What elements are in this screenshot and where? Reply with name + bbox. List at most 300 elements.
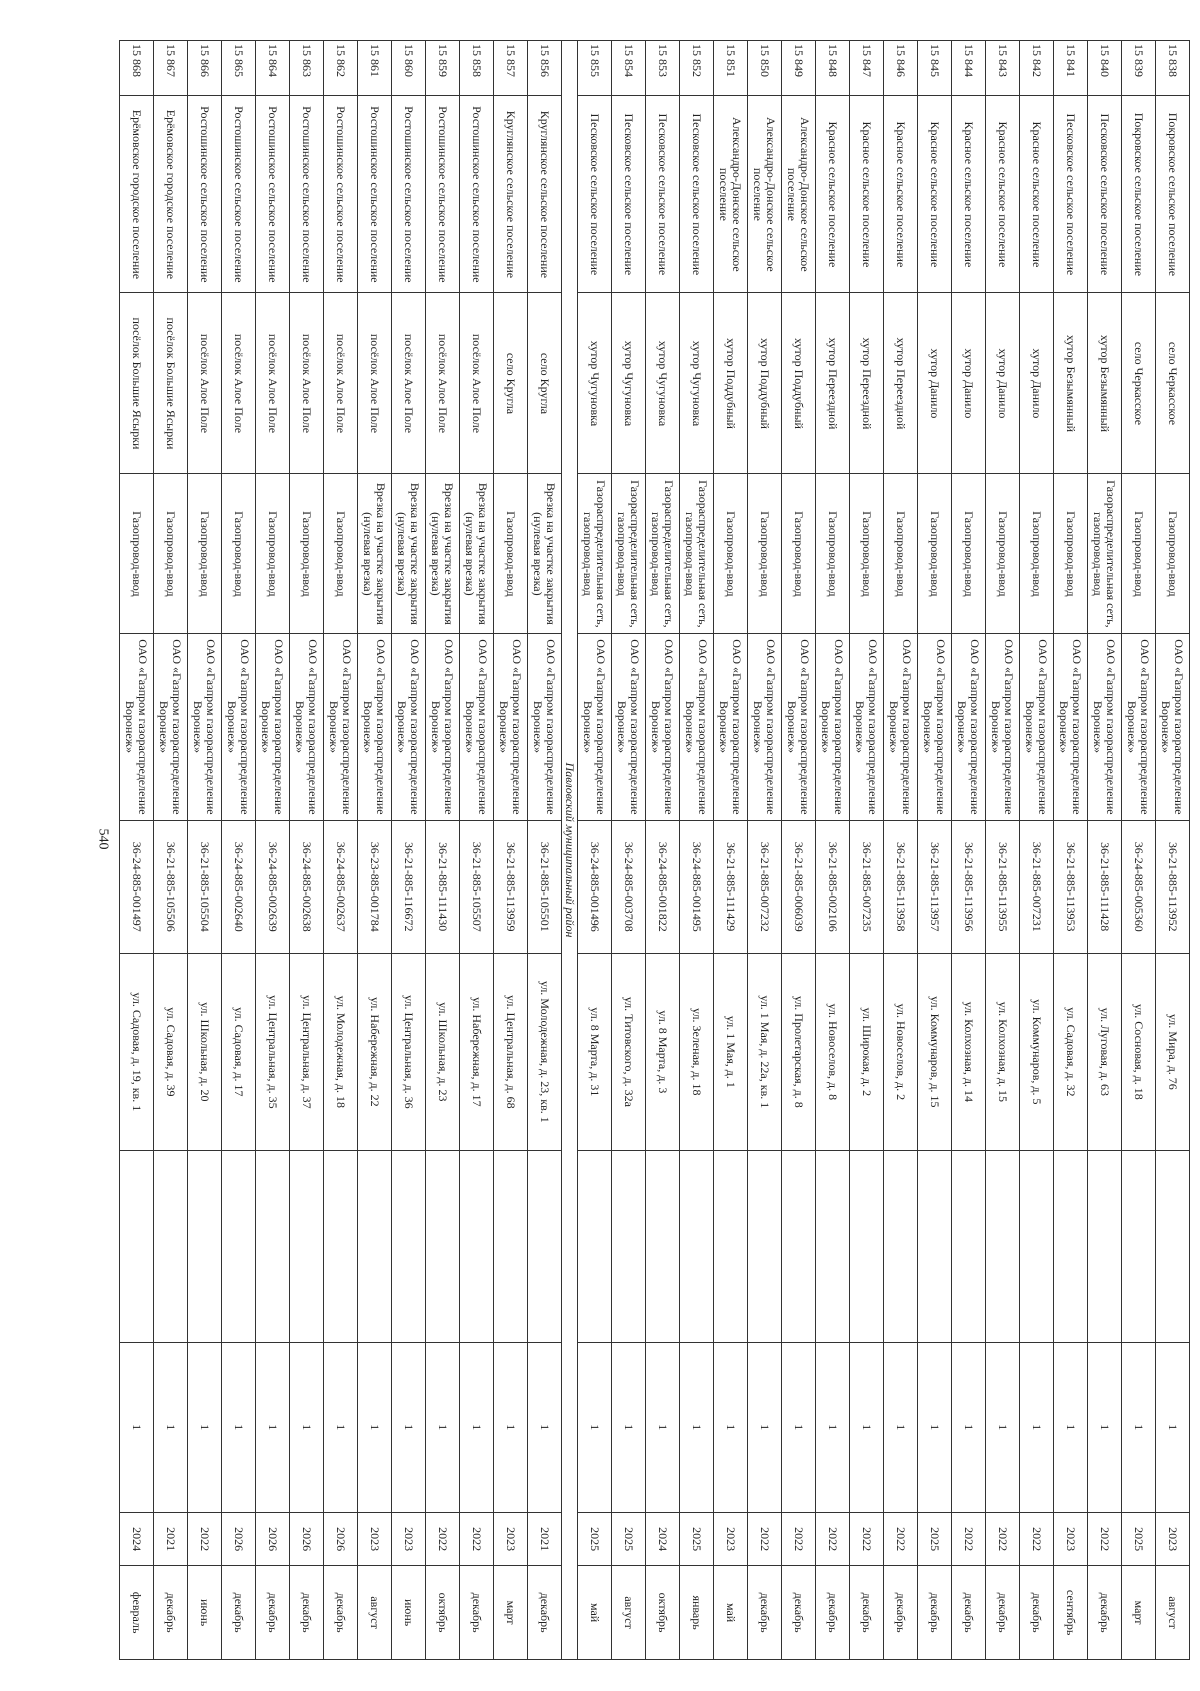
cell-quantity: 1 — [918, 1342, 952, 1512]
cell-settlement-name: Ростошинское сельское поселение — [426, 96, 460, 293]
cell-object-code: 36-21-885-002106 — [816, 820, 850, 953]
table-row — [494, 41, 528, 1660]
cell-row-number: 15 838 — [1156, 41, 1190, 96]
cell-object-type: Газопровод-ввод — [120, 474, 154, 634]
cell-year: 2024 — [120, 1512, 154, 1565]
cell-settlement-name: Песковское сельское поселение — [1054, 96, 1088, 293]
cell-object-code: 36-24-885-005360 — [1122, 820, 1156, 953]
cell-organization: ОАО «Газпром газораспределение Воронеж» — [120, 634, 154, 820]
cell-settlement-name: Круглянское сельское поселение — [494, 96, 528, 293]
cell-locality-name: село Черкасское — [1122, 293, 1156, 474]
cell-object-code: 36-24-885-002637 — [324, 820, 358, 953]
cell-object-type: Газораспределительная сеть, газопровод-ввод — [578, 474, 612, 634]
cell-organization: ОАО «Газпром газораспределение Воронеж» — [680, 634, 714, 820]
cell-year: 2023 — [392, 1512, 426, 1565]
cell-year: 2021 — [528, 1512, 562, 1565]
cell-quantity: 1 — [324, 1342, 358, 1512]
cell-address: ул. Молодежная, д. 23, кв. 1 — [528, 953, 562, 1150]
cell-address: ул. 1 Мая, д. 22а, кв. 1 — [748, 953, 782, 1150]
cell-object-type: Газопровод-ввод — [918, 474, 952, 634]
table-body-part-2 — [120, 41, 562, 1660]
cell-row-number: 15 844 — [952, 41, 986, 96]
table-row — [1020, 41, 1054, 1660]
cell-object-code: 36-21-885-105504 — [188, 820, 222, 953]
cell-organization: ОАО «Газпром газораспределение Воронеж» — [256, 634, 290, 820]
cell-object-code: 36-24-885-001495 — [680, 820, 714, 953]
cell-address: ул. Центральная, д. 37 — [290, 953, 324, 1150]
cell-address: ул. Сосновая, д. 18 — [1122, 953, 1156, 1150]
cell-settlement-name: Ростошинское сельское поселение — [358, 96, 392, 293]
cell-year: 2022 — [816, 1512, 850, 1565]
table-row — [1156, 41, 1190, 1660]
cell-quantity: 1 — [528, 1342, 562, 1512]
cell-object-type: Газопровод-ввод — [748, 474, 782, 634]
table-row — [222, 41, 256, 1660]
cell-object-type: Газопровод-ввод — [782, 474, 816, 634]
cell-row-number: 15 848 — [816, 41, 850, 96]
cell-quantity: 1 — [188, 1342, 222, 1512]
cell-quantity: 1 — [426, 1342, 460, 1512]
cell-object-type: Врезка на участке закрытия (нулевая врезка) — [358, 474, 392, 634]
cell-organization: ОАО «Газпром газораспределение Воронеж» — [324, 634, 358, 820]
cell-settlement-name: Ерёмовское городское поселение — [120, 96, 154, 293]
cell-organization: ОАО «Газпром газораспределение Воронеж» — [290, 634, 324, 820]
cell-object-type: Газопровод-ввод — [154, 474, 188, 634]
cell-object-type: Газопровод-ввод — [714, 474, 748, 634]
cell-row-number: 15 858 — [460, 41, 494, 96]
cell-year: 2022 — [782, 1512, 816, 1565]
cell-year: 2025 — [918, 1512, 952, 1565]
cell-settlement-name: Песковское сельское поселение — [1088, 96, 1122, 293]
cell-row-number: 15 853 — [646, 41, 680, 96]
table-body-part-1 — [578, 41, 1190, 1660]
cell-month: январь — [680, 1566, 714, 1660]
cell-row-number: 15 845 — [918, 41, 952, 96]
cell-year: 2023 — [358, 1512, 392, 1565]
cell-year: 2022 — [884, 1512, 918, 1565]
cell-locality-name: посёлок Алое Поле — [358, 293, 392, 474]
cell-month: май — [578, 1566, 612, 1660]
cell-organization: ОАО «Газпром газораспределение Воронеж» — [986, 634, 1020, 820]
cell-organization: ОАО «Газпром газораспределение Воронеж» — [952, 634, 986, 820]
cell-address: ул. Луговая, д. 63 — [1088, 953, 1122, 1150]
cell-object-type: Газораспределительная сеть, газопровод-ввод — [680, 474, 714, 634]
cell-object-type: Газораспределительная сеть, газопровод-ввод — [646, 474, 680, 634]
cell-year: 2023 — [1156, 1512, 1190, 1565]
cell-object-code: 36-21-885-007232 — [748, 820, 782, 953]
cell-year: 2022 — [986, 1512, 1020, 1565]
cell-empty-cell — [120, 1150, 154, 1342]
cell-quantity: 1 — [120, 1342, 154, 1512]
cell-settlement-name: Красное сельское поселение — [918, 96, 952, 293]
cell-locality-name: хутор Чугуновка — [646, 293, 680, 474]
cell-organization: ОАО «Газпром газораспределение Воронеж» — [528, 634, 562, 820]
cell-locality-name: посёлок Алое Поле — [290, 293, 324, 474]
cell-month: декабрь — [986, 1566, 1020, 1660]
cell-year: 2025 — [612, 1512, 646, 1565]
cell-settlement-name: Ростошинское сельское поселение — [460, 96, 494, 293]
cell-empty-cell — [528, 1150, 562, 1342]
cell-month: октябрь — [646, 1566, 680, 1660]
cell-object-code: 36-24-885-001822 — [646, 820, 680, 953]
cell-settlement-name: Песковское сельское поселение — [612, 96, 646, 293]
cell-quantity: 1 — [714, 1342, 748, 1512]
cell-month: август — [612, 1566, 646, 1660]
table-row — [324, 41, 358, 1660]
cell-quantity: 1 — [1054, 1342, 1088, 1512]
cell-locality-name: село Кругла — [494, 293, 528, 474]
cell-quantity: 1 — [612, 1342, 646, 1512]
cell-settlement-name: Красное сельское поселение — [986, 96, 1020, 293]
cell-object-type: Врезка на участке закрытия (нулевая врезка) — [460, 474, 494, 634]
cell-object-code: 36-21-885-113956 — [952, 820, 986, 953]
cell-settlement-name: Ростошинское сельское поселение — [290, 96, 324, 293]
cell-settlement-name: Красное сельское поселение — [884, 96, 918, 293]
cell-organization: ОАО «Газпром газораспределение Воронеж» — [1020, 634, 1054, 820]
cell-empty-cell — [952, 1150, 986, 1342]
table-section — [562, 41, 578, 1660]
cell-settlement-name: Песковское сельское поселение — [646, 96, 680, 293]
cell-year: 2022 — [1020, 1512, 1054, 1565]
cell-locality-name: хутор Данило — [986, 293, 1020, 474]
cell-organization: ОАО «Газпром газораспределение Воронеж» — [578, 634, 612, 820]
section-title: Павловский муниципальный район — [562, 41, 578, 1660]
cell-organization: ОАО «Газпром газораспределение Воронеж» — [714, 634, 748, 820]
cell-row-number: 15 860 — [392, 41, 426, 96]
cell-row-number: 15 863 — [290, 41, 324, 96]
cell-object-code: 36-21-885-113955 — [986, 820, 1020, 953]
cell-month: март — [494, 1566, 528, 1660]
cell-object-type: Газопровод-ввод — [324, 474, 358, 634]
cell-locality-name: хутор Безымянный — [1088, 293, 1122, 474]
cell-organization: ОАО «Газпром газораспределение Воронеж» — [154, 634, 188, 820]
table-row — [1088, 41, 1122, 1660]
cell-month: декабрь — [460, 1566, 494, 1660]
cell-locality-name: посёлок Алое Поле — [460, 293, 494, 474]
cell-quantity: 1 — [1020, 1342, 1054, 1512]
cell-locality-name: посёлок Алое Поле — [392, 293, 426, 474]
cell-empty-cell — [646, 1150, 680, 1342]
cell-locality-name: хутор Переездной — [850, 293, 884, 474]
cell-row-number: 15 846 — [884, 41, 918, 96]
cell-row-number: 15 851 — [714, 41, 748, 96]
cell-locality-name: село Черкасское — [1156, 293, 1190, 474]
cell-settlement-name: Ростошинское сельское поселение — [222, 96, 256, 293]
cell-month: июнь — [392, 1566, 426, 1660]
cell-object-type: Газопровод-ввод — [290, 474, 324, 634]
cell-empty-cell — [918, 1150, 952, 1342]
table-row — [646, 41, 680, 1660]
cell-settlement-name: Ерёмовское городское поселение — [154, 96, 188, 293]
cell-row-number: 15 842 — [1020, 41, 1054, 96]
cell-settlement-name: Красное сельское поселение — [952, 96, 986, 293]
cell-address: ул. Центральная, д. 35 — [256, 953, 290, 1150]
cell-month: декабрь — [850, 1566, 884, 1660]
cell-organization: ОАО «Газпром газораспределение Воронеж» — [646, 634, 680, 820]
cell-empty-cell — [748, 1150, 782, 1342]
cell-empty-cell — [680, 1150, 714, 1342]
table-row — [528, 41, 562, 1660]
cell-month: май — [714, 1566, 748, 1660]
cell-quantity: 1 — [748, 1342, 782, 1512]
table-wrapper — [100, 40, 1190, 1660]
cell-organization: ОАО «Газпром газораспределение Воронеж» — [782, 634, 816, 820]
cell-empty-cell — [494, 1150, 528, 1342]
cell-object-type: Газопровод-ввод — [1020, 474, 1054, 634]
cell-year: 2023 — [714, 1512, 748, 1565]
cell-year: 2022 — [188, 1512, 222, 1565]
cell-quantity: 1 — [494, 1342, 528, 1512]
cell-address: ул. Новоселов, д. 2 — [884, 953, 918, 1150]
cell-object-code: 36-21-885-113958 — [884, 820, 918, 953]
cell-year: 2022 — [460, 1512, 494, 1565]
cell-address: ул. Центральная, д. 68 — [494, 953, 528, 1150]
cell-locality-name: посёлок Большие Ясырки — [120, 293, 154, 474]
cell-object-type: Газопровод-ввод — [986, 474, 1020, 634]
cell-organization: ОАО «Газпром газораспределение Воронеж» — [1088, 634, 1122, 820]
cell-row-number: 15 839 — [1122, 41, 1156, 96]
cell-row-number: 15 856 — [528, 41, 562, 96]
cell-locality-name: хутор Данило — [918, 293, 952, 474]
cell-empty-cell — [714, 1150, 748, 1342]
cell-object-code: 36-24-885-002639 — [256, 820, 290, 953]
cell-year: 2025 — [578, 1512, 612, 1565]
cell-settlement-name: Красное сельское поселение — [1020, 96, 1054, 293]
cell-organization: ОАО «Газпром газораспределение Воронеж» — [222, 634, 256, 820]
table-row — [748, 41, 782, 1660]
cell-address: ул. Коммунаров, д. 5 — [1020, 953, 1054, 1150]
cell-organization: ОАО «Газпром газораспределение Воронеж» — [816, 634, 850, 820]
cell-settlement-name: Ростошинское сельское поселение — [392, 96, 426, 293]
cell-empty-cell — [290, 1150, 324, 1342]
cell-month: декабрь — [1020, 1566, 1054, 1660]
cell-address: ул. Широкая, д. 2 — [850, 953, 884, 1150]
cell-locality-name: хутор Переездной — [816, 293, 850, 474]
cell-organization: ОАО «Газпром газораспределение Воронеж» — [494, 634, 528, 820]
cell-empty-cell — [460, 1150, 494, 1342]
cell-organization: ОАО «Газпром газораспределение Воронеж» — [426, 634, 460, 820]
cell-object-code: 36-24-885-002640 — [222, 820, 256, 953]
cell-quantity: 1 — [222, 1342, 256, 1512]
cell-empty-cell — [222, 1150, 256, 1342]
cell-object-code: 36-24-885-002638 — [290, 820, 324, 953]
cell-year: 2026 — [324, 1512, 358, 1565]
cell-locality-name: хутор Данило — [952, 293, 986, 474]
cell-quantity: 1 — [680, 1342, 714, 1512]
cell-empty-cell — [578, 1150, 612, 1342]
cell-month: октябрь — [426, 1566, 460, 1660]
cell-row-number: 15 840 — [1088, 41, 1122, 96]
cell-year: 2022 — [426, 1512, 460, 1565]
cell-month: декабрь — [782, 1566, 816, 1660]
cell-empty-cell — [392, 1150, 426, 1342]
cell-locality-name: посёлок Алое Поле — [426, 293, 460, 474]
cell-object-code: 36-21-885-113952 — [1156, 820, 1190, 953]
cell-year: 2024 — [646, 1512, 680, 1565]
cell-object-code: 36-24-885-001496 — [578, 820, 612, 953]
cell-settlement-name: Круглянское сельское поселение — [528, 96, 562, 293]
cell-month: декабрь — [222, 1566, 256, 1660]
cell-object-code: 36-21-885-113957 — [918, 820, 952, 953]
cell-organization: ОАО «Газпром газораспределение Воронеж» — [918, 634, 952, 820]
cell-empty-cell — [256, 1150, 290, 1342]
cell-object-code: 36-23-885-001784 — [358, 820, 392, 953]
cell-object-code: 36-21-885-113953 — [1054, 820, 1088, 953]
cell-quantity: 1 — [1122, 1342, 1156, 1512]
cell-empty-cell — [782, 1150, 816, 1342]
cell-year: 2022 — [850, 1512, 884, 1565]
table-row — [426, 41, 460, 1660]
cell-year: 2023 — [1054, 1512, 1088, 1565]
cell-row-number: 15 854 — [612, 41, 646, 96]
cell-organization: ОАО «Газпром газораспределение Воронеж» — [612, 634, 646, 820]
cell-quantity: 1 — [290, 1342, 324, 1512]
table-row — [918, 41, 952, 1660]
cell-row-number: 15 847 — [850, 41, 884, 96]
cell-address: ул. Садовая, д. 39 — [154, 953, 188, 1150]
cell-locality-name: хутор Чугуновка — [612, 293, 646, 474]
cell-settlement-name: Александро-Донское сельское поселение — [714, 96, 748, 293]
cell-row-number: 15 841 — [1054, 41, 1088, 96]
cell-empty-cell — [816, 1150, 850, 1342]
cell-month: декабрь — [154, 1566, 188, 1660]
cell-quantity: 1 — [1088, 1342, 1122, 1512]
cell-locality-name: хутор Данило — [1020, 293, 1054, 474]
cell-object-code: 36-21-885-105507 — [460, 820, 494, 953]
cell-address: ул. Новоселов, д. 8 — [816, 953, 850, 1150]
cell-month: август — [1156, 1566, 1190, 1660]
cell-quantity: 1 — [358, 1342, 392, 1512]
cell-object-type: Врезка на участке закрытия (нулевая врезка) — [528, 474, 562, 634]
table-row — [1122, 41, 1156, 1660]
table-row — [392, 41, 426, 1660]
cell-address: ул. Садовая, д. 32 — [1054, 953, 1088, 1150]
cell-locality-name: посёлок Большие Ясырки — [154, 293, 188, 474]
table-row — [1054, 41, 1088, 1660]
cell-empty-cell — [1054, 1150, 1088, 1342]
cell-organization: ОАО «Газпром газораспределение Воронеж» — [884, 634, 918, 820]
cell-row-number: 15 868 — [120, 41, 154, 96]
cell-object-type: Газопровод-ввод — [256, 474, 290, 634]
cell-year: 2025 — [1122, 1512, 1156, 1565]
cell-organization: ОАО «Газпром газораспределение Воронеж» — [188, 634, 222, 820]
table-row — [986, 41, 1020, 1660]
cell-address: ул. 8 Марта, д. 31 — [578, 953, 612, 1150]
cell-row-number: 15 857 — [494, 41, 528, 96]
cell-object-type: Газораспределительная сеть, газопровод-ввод — [1088, 474, 1122, 634]
page-number: 540 — [95, 828, 111, 850]
cell-settlement-name: Ростошинское сельское поселение — [324, 96, 358, 293]
cell-empty-cell — [884, 1150, 918, 1342]
cell-locality-name: хутор Чугуновка — [680, 293, 714, 474]
cell-year: 2026 — [222, 1512, 256, 1565]
cell-object-code: 36-21-885-111429 — [714, 820, 748, 953]
cell-locality-name: посёлок Алое Поле — [222, 293, 256, 474]
cell-object-code: 36-21-885-006039 — [782, 820, 816, 953]
cell-month: сентябрь — [1054, 1566, 1088, 1660]
cell-quantity: 1 — [578, 1342, 612, 1512]
cell-address: ул. Колхозная, д. 15 — [986, 953, 1020, 1150]
cell-row-number: 15 866 — [188, 41, 222, 96]
cell-object-code: 36-21-885-105501 — [528, 820, 562, 953]
cell-month: декабрь — [952, 1566, 986, 1660]
cell-year: 2026 — [290, 1512, 324, 1565]
cell-settlement-name: Песковское сельское поселение — [578, 96, 612, 293]
cell-quantity: 1 — [460, 1342, 494, 1512]
cell-row-number: 15 852 — [680, 41, 714, 96]
cell-month: декабрь — [816, 1566, 850, 1660]
cell-address: ул. 1 Мая, д. 1 — [714, 953, 748, 1150]
cell-month: декабрь — [290, 1566, 324, 1660]
cell-empty-cell — [188, 1150, 222, 1342]
cell-object-code: 36-21-885-113959 — [494, 820, 528, 953]
cell-address: ул. Садовая, д. 19, кв. 1 — [120, 953, 154, 1150]
cell-month: декабрь — [324, 1566, 358, 1660]
cell-empty-cell — [1156, 1150, 1190, 1342]
cell-month: июнь — [188, 1566, 222, 1660]
cell-row-number: 15 855 — [578, 41, 612, 96]
cell-address: ул. Набережная, д. 22 — [358, 953, 392, 1150]
cell-month: декабрь — [256, 1566, 290, 1660]
cell-year: 2026 — [256, 1512, 290, 1565]
cell-object-code: 36-21-885-111430 — [426, 820, 460, 953]
cell-address: ул. Пролетарская, д. 8 — [782, 953, 816, 1150]
cell-month: декабрь — [1088, 1566, 1122, 1660]
cell-object-type: Газопровод-ввод — [816, 474, 850, 634]
table-row — [680, 41, 714, 1660]
table-row — [290, 41, 324, 1660]
cell-row-number: 15 865 — [222, 41, 256, 96]
cell-empty-cell — [324, 1150, 358, 1342]
cell-object-type: Врезка на участке закрытия (нулевая врезка) — [392, 474, 426, 634]
cell-locality-name: посёлок Алое Поле — [188, 293, 222, 474]
cell-organization: ОАО «Газпром газораспределение Воронеж» — [850, 634, 884, 820]
cell-locality-name: село Кругла — [528, 293, 562, 474]
cell-locality-name: хутор Переездной — [884, 293, 918, 474]
cell-year: 2023 — [494, 1512, 528, 1565]
cell-object-type: Газопровод-ввод — [1054, 474, 1088, 634]
cell-object-code: 36-21-885-007235 — [850, 820, 884, 953]
cell-month: декабрь — [748, 1566, 782, 1660]
cell-locality-name: посёлок Алое Поле — [324, 293, 358, 474]
cell-address: ул. Центральная, д. 36 — [392, 953, 426, 1150]
cell-quantity: 1 — [782, 1342, 816, 1512]
cell-address: ул. 8 Марта, д. 3 — [646, 953, 680, 1150]
table-row — [188, 41, 222, 1660]
table-row — [358, 41, 392, 1660]
cell-month: август — [358, 1566, 392, 1660]
table-row — [714, 41, 748, 1660]
cell-quantity: 1 — [646, 1342, 680, 1512]
cell-object-code: 36-21-885-007231 — [1020, 820, 1054, 953]
cell-row-number: 15 859 — [426, 41, 460, 96]
cell-row-number: 15 850 — [748, 41, 782, 96]
cell-month: декабрь — [918, 1566, 952, 1660]
cell-address: ул. Школьная, д. 20 — [188, 953, 222, 1150]
cell-object-type: Газопровод-ввод — [884, 474, 918, 634]
cell-settlement-name: Ростошинское сельское поселение — [256, 96, 290, 293]
table-row — [884, 41, 918, 1660]
cell-month: декабрь — [884, 1566, 918, 1660]
cell-row-number: 15 861 — [358, 41, 392, 96]
cell-quantity: 1 — [392, 1342, 426, 1512]
cell-quantity: 1 — [154, 1342, 188, 1512]
cell-organization: ОАО «Газпром газораспределение Воронеж» — [1054, 634, 1088, 820]
cell-empty-cell — [986, 1150, 1020, 1342]
cell-address: ул. Титовского, д. 32а — [612, 953, 646, 1150]
cell-organization: ОАО «Газпром газораспределение Воронеж» — [1156, 634, 1190, 820]
cell-object-code: 36-24-885-001497 — [120, 820, 154, 953]
